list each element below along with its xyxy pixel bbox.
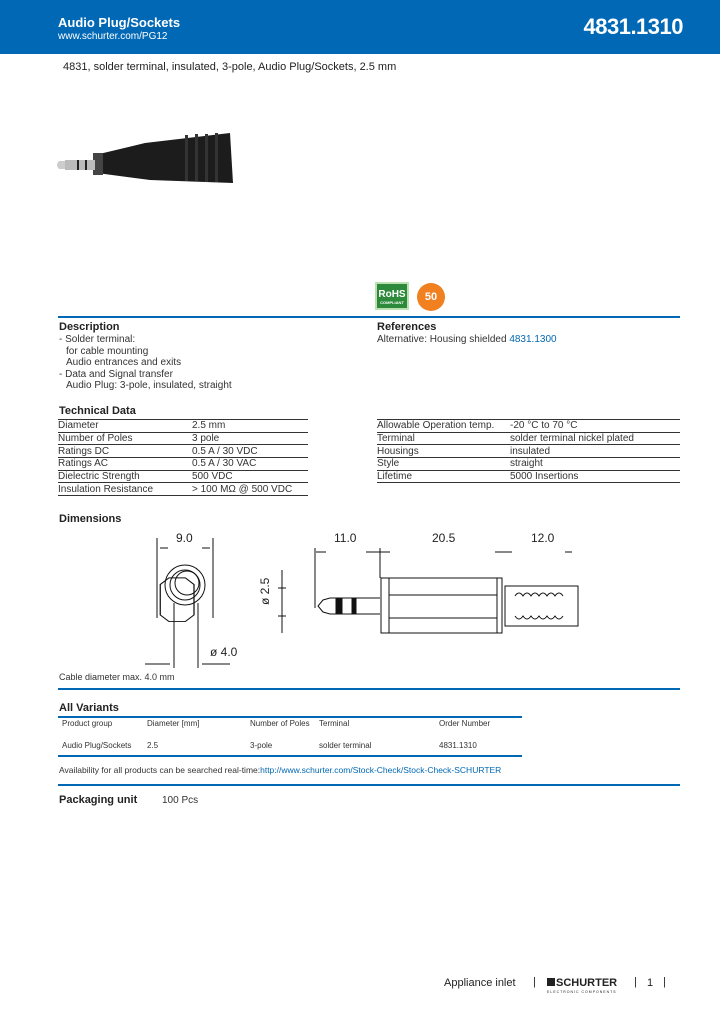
desc-line: Audio Plug: 3-pole, insulated, straight — [66, 380, 232, 391]
reference-label: Alternative: Housing shielded — [377, 334, 507, 345]
dim-width: 9.0 — [176, 531, 193, 545]
cable-note: Cable diameter max. 4.0 mm — [59, 672, 175, 682]
availability-line — [59, 765, 501, 775]
product-subtitle: 4831, solder terminal, insulated, 3-pole, Audio Plug/Sockets, 2.5 mm — [63, 61, 397, 73]
divider — [58, 688, 680, 690]
page-number: 1 — [647, 977, 654, 989]
packaging-label: Packaging unit — [59, 794, 138, 806]
tech-row — [377, 470, 680, 483]
tech-value: -20 °C to 70 °C — [510, 420, 680, 433]
cell: 2.5 — [147, 741, 159, 750]
tech-label: Ratings DC — [58, 445, 192, 458]
tech-row — [58, 420, 308, 433]
description-title: Description — [59, 321, 120, 333]
tech-label: Housings — [377, 445, 510, 458]
references-line — [377, 334, 557, 346]
dim-sleeve-length: 12.0 — [531, 531, 555, 545]
tech-row — [58, 483, 308, 496]
description-body — [59, 334, 232, 392]
tech-value: 0.5 A / 30 VAC — [192, 458, 308, 471]
divider — [58, 784, 680, 786]
product-title: Audio Plug/Sockets — [58, 15, 181, 30]
tech-value: 0.5 A / 30 VDC — [192, 445, 308, 458]
header-bar — [0, 0, 720, 54]
col-header: Order Number — [439, 719, 491, 728]
tech-table-right — [377, 419, 680, 483]
dim-cable-diameter: ø 4.0 — [210, 645, 238, 659]
tech-label: Insulation Resistance — [58, 483, 192, 496]
china-rohs-50-badge: 50 — [417, 283, 445, 311]
tech-value: 500 VDC — [192, 470, 308, 483]
tech-value: 5000 Insertions — [510, 470, 680, 483]
references-title: References — [377, 321, 437, 333]
tech-value: solder terminal nickel plated — [510, 432, 680, 445]
dimensions-title: Dimensions — [59, 513, 122, 525]
tech-table-left — [58, 419, 308, 496]
col-header: Product group — [62, 719, 113, 728]
tech-row — [58, 458, 308, 471]
part-number: 4831.1310 — [583, 14, 683, 39]
tech-value: insulated — [510, 445, 680, 458]
tech-value: straight — [510, 458, 680, 471]
cell: Audio Plug/Sockets — [62, 741, 132, 750]
dim-pin-diameter: ø 2.5 — [258, 577, 272, 605]
footer-category: Appliance inlet — [444, 977, 516, 989]
tech-value: > 100 MΩ @ 500 VDC — [192, 483, 308, 496]
reference-link[interactable]: 4831.1300 — [509, 334, 557, 345]
schurter-logo: SCHURTER — [547, 977, 617, 989]
tech-row — [377, 445, 680, 458]
desc-line: for cable mounting — [66, 345, 149, 357]
cell: solder terminal — [319, 741, 372, 750]
tech-label: Style — [377, 458, 510, 471]
availability-text: Availability for all products can be searched real-time: — [59, 765, 261, 775]
tech-value: 3 pole — [192, 432, 308, 445]
logo-tagline: ELECTRONIC COMPONENTS — [547, 990, 617, 994]
product-url[interactable]: www.schurter.com/PG12 — [58, 31, 168, 42]
col-header: Terminal — [319, 719, 350, 728]
technical-data-title: Technical Data — [59, 405, 136, 417]
rohs-badge: RoHS COMPLIANT — [375, 282, 409, 310]
stock-check-link[interactable]: http://www.schurter.com/Stock-Check/Stock-Check-SCHURTER — [260, 765, 502, 775]
tech-label: Number of Poles — [58, 432, 192, 445]
tech-label: Dielectric Strength — [58, 470, 192, 483]
tech-row — [377, 420, 680, 433]
tech-label: Terminal — [377, 432, 510, 445]
divider — [58, 716, 522, 718]
cell: 3-pole — [250, 741, 273, 750]
col-header: Diameter [mm] — [147, 719, 200, 728]
tech-value: 2.5 mm — [192, 420, 308, 433]
desc-line: - Solder terminal: — [59, 334, 136, 345]
tech-row — [58, 432, 308, 445]
tech-row — [377, 432, 680, 445]
variants-title: All Variants — [59, 702, 119, 714]
tech-label: Diameter — [58, 420, 192, 433]
desc-line: - Data and Signal transfer — [59, 368, 173, 380]
product-photo — [55, 125, 235, 205]
dim-pin-length: 11.0 — [334, 531, 357, 545]
divider — [58, 316, 680, 318]
tech-label: Ratings AC — [58, 458, 192, 471]
tech-label: Lifetime — [377, 470, 510, 483]
tech-label: Allowable Operation temp. — [377, 420, 510, 433]
desc-line: Audio entrances and exits — [66, 357, 182, 368]
tech-row — [58, 445, 308, 458]
dim-body-length: 20.5 — [432, 531, 456, 545]
tech-row — [377, 458, 680, 471]
order-number-link[interactable]: 4831.1310 — [439, 741, 477, 750]
col-header: Number of Poles — [250, 719, 310, 728]
dimension-drawing — [140, 528, 600, 678]
divider — [58, 755, 522, 757]
packaging-value: 100 Pcs — [162, 795, 199, 806]
tech-row — [58, 470, 308, 483]
